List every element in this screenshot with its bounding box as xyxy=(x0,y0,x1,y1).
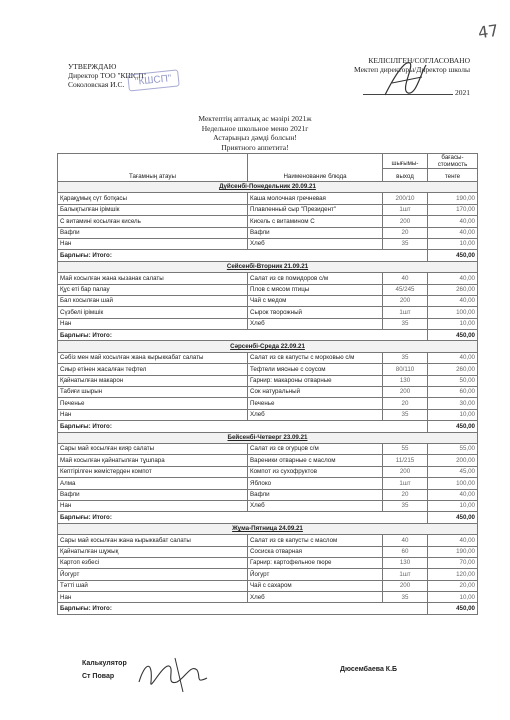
item-name-kz: Май косылған қайнатылған тұшпара xyxy=(58,455,248,466)
agree-year: 2021 xyxy=(455,88,470,97)
day-total-row xyxy=(58,421,478,432)
item-name-kz: Сүзбелі ірімшік xyxy=(58,307,248,318)
item-name-ru: Сосиска отварная xyxy=(248,546,383,557)
item-price: 60,00 xyxy=(428,387,478,398)
total-value: 450,00 xyxy=(428,250,478,261)
item-name-ru: Плов с мясом птицы xyxy=(248,284,383,295)
director-signature xyxy=(380,55,430,100)
item-price: 170,00 xyxy=(428,204,478,215)
item-price: 50,00 xyxy=(428,375,478,386)
approve-heading: УТВЕРЖДАЮ xyxy=(68,62,117,71)
item-output: 130 xyxy=(383,375,428,386)
item-price: 40,00 xyxy=(428,352,478,363)
item-price: 200,00 xyxy=(428,455,478,466)
calc-label: Калькулятор xyxy=(82,660,127,667)
menu-item-row xyxy=(58,352,478,363)
page-number: 47 xyxy=(476,20,500,43)
item-name-ru: Вафли xyxy=(248,489,383,500)
total-value: 450,00 xyxy=(428,512,478,523)
item-name-ru: Хлеб xyxy=(248,318,383,329)
menu-item-row xyxy=(58,455,478,466)
item-price: 40,00 xyxy=(428,489,478,500)
item-name-kz: Бал косылған шай xyxy=(58,295,248,306)
item-output: 200/10 xyxy=(383,193,428,204)
item-price: 40,00 xyxy=(428,273,478,284)
item-output: 1шт xyxy=(383,307,428,318)
menu-item-row xyxy=(58,193,478,204)
day-title: Сейсенбі-Вторник 21.09.21 xyxy=(58,261,478,272)
item-output: 130 xyxy=(383,557,428,568)
menu-item-row xyxy=(58,535,478,546)
item-output: 200 xyxy=(383,216,428,227)
item-name-ru: Плавленный сыр "Президент" xyxy=(248,204,383,215)
item-output: 1шт xyxy=(383,569,428,580)
item-name-kz: Қайнатылған шұжық xyxy=(58,546,248,557)
title-ru: Недельное школьное меню 2021г xyxy=(201,123,309,133)
approve-name: Соколовская И.С. xyxy=(68,80,125,89)
item-output: 35 xyxy=(383,409,428,420)
total-value: 450,00 xyxy=(428,603,478,614)
menu-item-row xyxy=(58,500,478,511)
total-value: 450,00 xyxy=(428,330,478,341)
agree-heading: КЕЛІСІЛГЕН/СОГЛАСОВАНО xyxy=(368,56,470,65)
item-name-ru: Гарнир: картофельное пюре xyxy=(248,557,383,568)
menu-item-row xyxy=(58,318,478,329)
day-title: Жұма-Пятница 24.09.21 xyxy=(58,523,478,534)
menu-titles xyxy=(0,114,510,152)
greeting-ru: Приятного аппетита! xyxy=(221,142,289,152)
item-output: 200 xyxy=(383,295,428,306)
item-name-ru: Чай с сахаром xyxy=(248,580,383,591)
item-price: 40,00 xyxy=(428,295,478,306)
item-name-kz: Май косылған жана кызанак салаты xyxy=(58,273,248,284)
menu-item-row xyxy=(58,409,478,420)
item-price: 30,00 xyxy=(428,398,478,409)
item-name-ru: Хлеб xyxy=(248,238,383,249)
item-output: 11/215 xyxy=(383,455,428,466)
item-name-ru: Компот из сухофруктов xyxy=(248,466,383,477)
item-price: 120,00 xyxy=(428,569,478,580)
menu-item-row xyxy=(58,569,478,580)
item-price: 10,00 xyxy=(428,592,478,603)
menu-item-row xyxy=(58,375,478,386)
item-price: 70,00 xyxy=(428,557,478,568)
col-output: выход xyxy=(383,169,428,182)
item-price: 190,00 xyxy=(428,546,478,557)
item-name-ru: Хлеб xyxy=(248,409,383,420)
item-output: 1шт xyxy=(383,204,428,215)
item-name-kz: Тәтті шай xyxy=(58,580,248,591)
menu-item-row xyxy=(58,489,478,500)
item-name-kz: Алма xyxy=(58,478,248,489)
item-name-kz: Құс еті бар палау xyxy=(58,284,248,295)
menu-item-row xyxy=(58,466,478,477)
item-name-ru: Вареники отварные с маслом xyxy=(248,455,383,466)
menu-item-row xyxy=(58,546,478,557)
item-output: 200 xyxy=(383,387,428,398)
item-output: 35 xyxy=(383,352,428,363)
item-name-ru: Вафли xyxy=(248,227,383,238)
item-output: 55 xyxy=(383,443,428,454)
item-name-kz: Сары май косылған жана кырыккабат салаты xyxy=(58,535,248,546)
menu-item-row xyxy=(58,387,478,398)
col-name-kz: Тағамның атауы xyxy=(58,154,248,182)
col-price-top: бағасы-стоимость xyxy=(428,154,478,169)
item-name-ru: Йогурт xyxy=(248,569,383,580)
menu-item-row xyxy=(58,398,478,409)
item-name-ru: Кисель с витамином С xyxy=(248,216,383,227)
day-total-row xyxy=(58,330,478,341)
greeting-kz: Астарыңыз дәмді болсын! xyxy=(213,133,297,142)
day-title: Сәрсенбі-Среда 22.09.21 xyxy=(58,341,478,352)
cook-label: Ст Повар xyxy=(82,673,115,680)
menu-table xyxy=(57,153,478,615)
col-output-top: шығымы- xyxy=(383,154,428,169)
day-header-row xyxy=(58,523,478,534)
item-price: 100,00 xyxy=(428,478,478,489)
item-name-kz: Нан xyxy=(58,238,248,249)
item-output: 40 xyxy=(383,535,428,546)
item-name-ru: Печенье xyxy=(248,398,383,409)
item-name-ru: Яблоко xyxy=(248,478,383,489)
item-price: 10,00 xyxy=(428,238,478,249)
item-name-ru: Тефтели мясные с соусом xyxy=(248,364,383,375)
day-total-row xyxy=(58,250,478,261)
item-name-kz: Йогурт xyxy=(58,569,248,580)
item-name-kz: Нан xyxy=(58,592,248,603)
total-label: Барлығы: Итого: xyxy=(58,421,428,432)
item-price: 260,00 xyxy=(428,284,478,295)
total-label: Барлығы: Итого: xyxy=(58,330,428,341)
item-output: 1шт xyxy=(383,478,428,489)
menu-item-row xyxy=(58,204,478,215)
calculator-signature xyxy=(135,652,215,697)
item-output: 45/245 xyxy=(383,284,428,295)
day-title: Дүйсенбі-Понедельник 20.09.21 xyxy=(58,182,478,193)
agree-position: Мектеп директоры/Директор школы xyxy=(354,65,470,74)
item-name-kz: Нан xyxy=(58,318,248,329)
day-total-row xyxy=(58,512,478,523)
item-name-kz: Нан xyxy=(58,409,248,420)
item-price: 40,00 xyxy=(428,227,478,238)
item-price: 45,00 xyxy=(428,466,478,477)
item-output: 35 xyxy=(383,238,428,249)
menu-item-row xyxy=(58,216,478,227)
menu-item-row xyxy=(58,364,478,375)
item-name-kz: Вафли xyxy=(58,227,248,238)
item-output: 80/110 xyxy=(383,364,428,375)
item-price: 190,00 xyxy=(428,193,478,204)
item-name-kz: Қайнатылған макарон xyxy=(58,375,248,386)
item-name-ru: Каша молочная гречневая xyxy=(248,193,383,204)
col-price: тенге xyxy=(428,169,478,182)
menu-item-row xyxy=(58,307,478,318)
menu-body xyxy=(58,182,478,615)
total-label: Барлығы: Итого: xyxy=(58,250,428,261)
item-name-ru: Сырок творожный xyxy=(248,307,383,318)
title-kz: Мектептің апталық ас мәзірі 2021ж xyxy=(198,114,312,123)
item-output: 200 xyxy=(383,466,428,477)
menu-item-row xyxy=(58,295,478,306)
item-output: 35 xyxy=(383,318,428,329)
day-total-row xyxy=(58,603,478,614)
item-name-ru: Сок натуральный xyxy=(248,387,383,398)
item-price: 10,00 xyxy=(428,500,478,511)
item-name-kz: Сәбіз мен май косылған жана кырыккабат салаты xyxy=(58,352,248,363)
day-header-row xyxy=(58,432,478,443)
item-name-kz: Табиғи шырын xyxy=(58,387,248,398)
total-label: Барлығы: Итого: xyxy=(58,603,428,614)
item-output: 20 xyxy=(383,398,428,409)
item-output: 20 xyxy=(383,227,428,238)
item-name-kz: Картоп езбесі xyxy=(58,557,248,568)
signer-name: Дюсембаева К.Б xyxy=(340,666,398,673)
day-title: Бейсенбі-Четверг 23.09.21 xyxy=(58,432,478,443)
item-name-kz: Нан xyxy=(58,500,248,511)
item-name-ru: Салат из св капусты с маслом xyxy=(248,535,383,546)
item-name-ru: Гарнир: макароны отварные xyxy=(248,375,383,386)
item-name-kz: Балықтылған ірімшік xyxy=(58,204,248,215)
approve-position: Директор ТОО "КШСП" xyxy=(68,71,147,80)
menu-item-row xyxy=(58,580,478,591)
menu-item-row xyxy=(58,273,478,284)
item-output: 35 xyxy=(383,592,428,603)
item-name-kz: Сары май косылған кияр салаты xyxy=(58,443,248,454)
total-value: 450,00 xyxy=(428,421,478,432)
item-name-kz: С витамині косылған кисель xyxy=(58,216,248,227)
menu-item-row xyxy=(58,443,478,454)
day-header-row xyxy=(58,182,478,193)
menu-item-row xyxy=(58,238,478,249)
item-price: 55,00 xyxy=(428,443,478,454)
menu-item-row xyxy=(58,227,478,238)
menu-item-row xyxy=(58,557,478,568)
item-output: 200 xyxy=(383,580,428,591)
item-name-ru: Салат из св помидоров с/м xyxy=(248,273,383,284)
item-price: 10,00 xyxy=(428,318,478,329)
item-name-kz: Сиыр етінен жасалған тефтел xyxy=(58,364,248,375)
item-name-ru: Хлеб xyxy=(248,500,383,511)
item-output: 35 xyxy=(383,500,428,511)
item-name-ru: Салат из св огурцов с/м xyxy=(248,443,383,454)
item-name-kz: Вафли xyxy=(58,489,248,500)
item-name-kz: Печенье xyxy=(58,398,248,409)
item-name-kz: Кептірілген жемістерден компот xyxy=(58,466,248,477)
item-output: 40 xyxy=(383,273,428,284)
item-price: 40,00 xyxy=(428,216,478,227)
menu-item-row xyxy=(58,592,478,603)
item-output: 60 xyxy=(383,546,428,557)
day-header-row xyxy=(58,261,478,272)
day-header-row xyxy=(58,341,478,352)
header-row xyxy=(58,154,478,169)
total-label: Барлығы: Итого: xyxy=(58,512,428,523)
item-price: 40,00 xyxy=(428,535,478,546)
stamp: "КШСП" xyxy=(127,69,179,91)
item-name-ru: Чай с медом xyxy=(248,295,383,306)
menu-item-row xyxy=(58,478,478,489)
item-price: 10,00 xyxy=(428,409,478,420)
item-name-kz: Қарақұмық сүт ботқасы xyxy=(58,193,248,204)
item-name-ru: Салат из св капусты с морковью с/м xyxy=(248,352,383,363)
item-price: 100,00 xyxy=(428,307,478,318)
item-price: 20,00 xyxy=(428,580,478,591)
menu-item-row xyxy=(58,284,478,295)
item-output: 20 xyxy=(383,489,428,500)
item-price: 260,00 xyxy=(428,364,478,375)
item-name-ru: Хлеб xyxy=(248,592,383,603)
col-name-ru: Наименование блюда xyxy=(248,154,383,182)
